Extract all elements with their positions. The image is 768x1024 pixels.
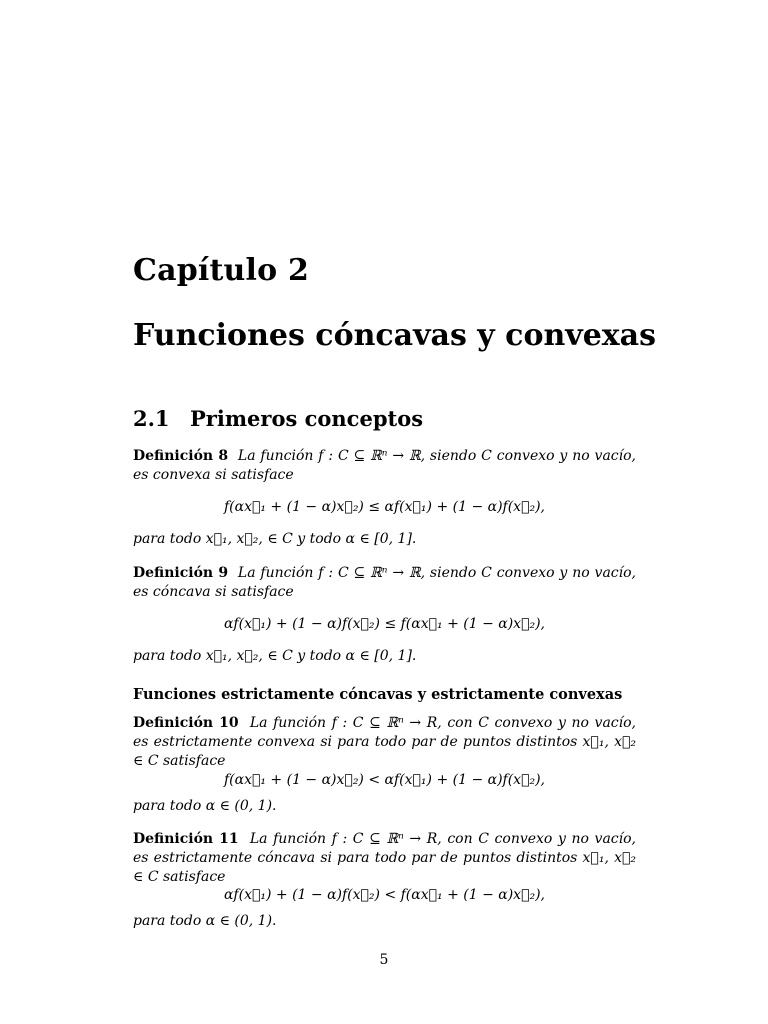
- definition-text: La función f : C ⊆ ℝⁿ → R, con C convexo y no vacío, es estrictamente cóncava si para todo par de puntos distintos x⃗₁, x⃗₂ ∈ C satisface: [133, 831, 637, 885]
- definition-label: Definición 9: [133, 565, 229, 581]
- definition-text: La función f : C ⊆ ℝⁿ → ℝ, siendo C convexo y no vacío, es convexa si satisface: [133, 448, 636, 483]
- definition-11-tail: para todo α ∈ (0, 1).: [133, 913, 277, 929]
- definition-10-formula: f(αx⃗₁ + (1 − α)x⃗₂) < αf(x⃗₁) + (1 − α)f(x⃗₂),: [223, 772, 546, 788]
- definition-10: [133, 714, 636, 771]
- chapter-title: Funciones cóncavas y convexas: [133, 318, 656, 353]
- definition-label: Definición 11: [133, 831, 239, 847]
- section-number: 2.1: [133, 406, 170, 431]
- chapter-label: Capítulo 2: [133, 253, 310, 288]
- definition-10-tail: para todo α ∈ (0, 1).: [133, 798, 277, 814]
- definition-11: [133, 830, 636, 887]
- definition-9: [133, 564, 636, 602]
- definition-8-tail: para todo x⃗₁, x⃗₂, ∈ C y todo α ∈ [0, 1].: [133, 531, 417, 547]
- page-number: 5: [379, 952, 389, 968]
- definition-9-formula: αf(x⃗₁) + (1 − α)f(x⃗₂) ≤ f(αx⃗₁ + (1 − α)x⃗₂),: [223, 616, 546, 632]
- definition-9-tail: para todo x⃗₁, x⃗₂, ∈ C y todo α ∈ [0, 1].: [133, 648, 417, 664]
- definition-8: [133, 447, 636, 485]
- definition-11-formula: αf(x⃗₁) + (1 − α)f(x⃗₂) < f(αx⃗₁ + (1 − α)x⃗₂),: [223, 887, 546, 903]
- definition-text: La función f : C ⊆ ℝⁿ → ℝ, siendo C convexo y no vacío, es cóncava si satisface: [133, 565, 636, 600]
- definition-label: Definición 8: [133, 448, 229, 464]
- definition-label: Definición 10: [133, 715, 239, 731]
- section-heading: [133, 406, 423, 431]
- subsection-heading: Funciones estrictamente cóncavas y estrictamente convexas: [133, 686, 623, 703]
- definition-8-formula: f(αx⃗₁ + (1 − α)x⃗₂) ≤ αf(x⃗₁) + (1 − α)f(x⃗₂),: [223, 499, 546, 515]
- section-title: Primeros conceptos: [190, 406, 424, 431]
- definition-text: La función f : C ⊆ ℝⁿ → R, con C convexo y no vacío, es estrictamente convexa si para todo par de puntos distintos x⃗₁, x⃗₂ ∈ C satisface: [133, 715, 637, 769]
